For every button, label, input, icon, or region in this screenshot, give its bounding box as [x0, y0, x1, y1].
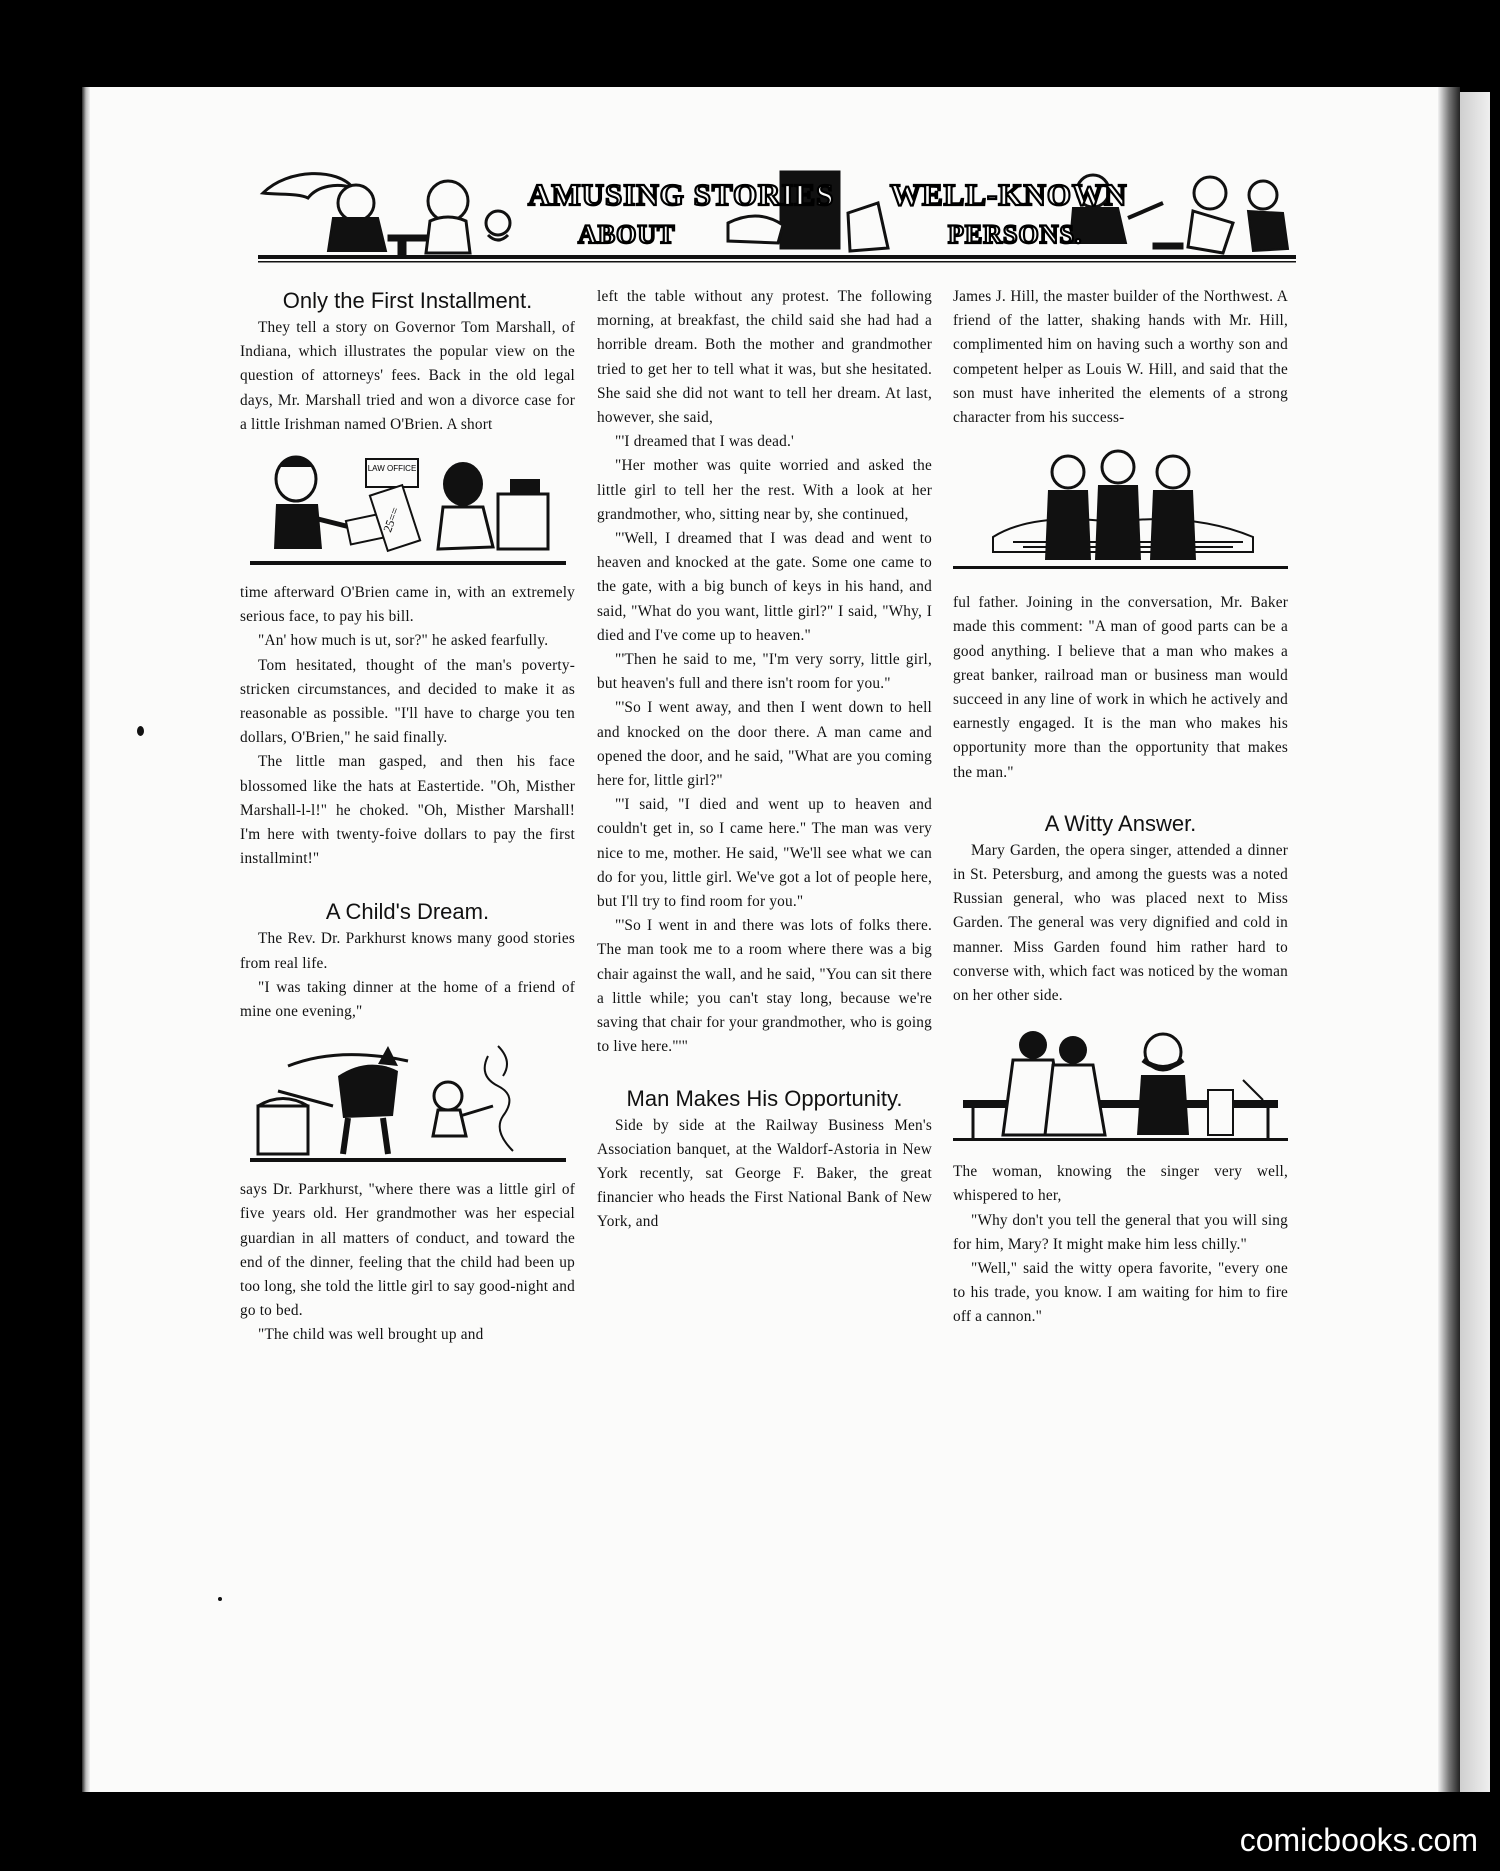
story-paragraph: Mary Garden, the opera singer, attended a dinner in St. Petersburg, and among the guests was a noted Russian general, who was placed next to Miss Garden. The general was very dignified and cold in manner. Miss Garden found him rather hard to converse with, which fact was noticed by the woman on her other side.: [953, 841, 1288, 1005]
ink-speck: [137, 726, 144, 736]
story-paragraph: "An' how much is ut, sor?" he asked fearfully.: [258, 632, 549, 650]
title-banner: [258, 163, 1296, 265]
story-paragraph: "'I said, "I died and went up to heaven and couldn't get in, so I came here." The man was very nice to me, mother. He said, "We'll see what we can do for you, little girl. We've got a lot of people here, but I'll try to find room for you.": [597, 796, 932, 911]
story-paragraph: "I was taking dinner at the home of a friend of mine one evening,": [240, 978, 575, 1021]
story-paragraph: "Why don't you tell the general that you will sing for him, Mary? It might make him less chilly.": [953, 1211, 1288, 1253]
banner-line2-right: PERSONS.: [948, 220, 1083, 249]
story-paragraph: "'So I went away, and then I went down to hell and knocked on the door there. A man came and opened the door, and he said, "What are you coming here for, little girl?": [597, 699, 932, 790]
law-office-illustration: [248, 449, 568, 569]
story-paragraph: "'Well, I dreamed that I was dead and went to heaven and knocked at the gate. Some one came to the gate, with a big bunch of keys in his hand, and said, "What do you want, little girl?" I said, "Why, I died and I've come up to heaven.": [597, 530, 932, 644]
story-paragraph: They tell a story on Governor Tom Marshall, of Indiana, which illustrates the popular view on the question of attorneys' fees. Back in the old legal days, Mr. Marshall tried and won a divorce case for a little Irishman named O'Brien. A short: [240, 319, 575, 433]
banner-line1-left: AMUSING STORIES: [528, 177, 835, 212]
story-title: Only the First Installment.: [282, 288, 533, 313]
story-paragraph: "'I dreamed that I was dead.': [615, 433, 794, 451]
three-men-illustration: [953, 442, 1288, 577]
story-paragraph: James J. Hill, the master builder of the Northwest. A friend of the latter, shaking hands with Mr. Hill, complimented him on having such a worthy son and competent helper as Louis W. Hill, and said that the son must have inherited the elements of a strong character from his success-: [953, 288, 1288, 427]
dinner-party-illustration: [953, 1020, 1288, 1150]
story-paragraph: The little man gasped, and then his face blossomed like the hats at Eastertide. "Oh, Misther Marshall-l-l!" he choked. "Oh, Misther Marshall! I'm here with twenty-foive dollars to pay the first installmint!": [240, 753, 575, 868]
banner-line2-left: ABOUT: [578, 220, 676, 249]
facing-page-edge: [1460, 92, 1490, 1792]
site-watermark: comicbooks.com: [1239, 1822, 1478, 1858]
column-3: [953, 285, 1288, 1330]
title-banner-art: [258, 163, 1296, 265]
devil-chair-illustration: [248, 1036, 568, 1166]
story-title: Man Makes His Opportunity.: [626, 1085, 903, 1111]
story-paragraph: says Dr. Parkhurst, "where there was a little girl of five years old. Her grandmother was her especial guardian in all matters of conduct, and toward the end of the dinner, feeling that the child had been up too long, she told the little girl to say good-night and go to bed.: [240, 1181, 575, 1320]
law-office-sign-text: LAW OFFICE: [367, 464, 416, 474]
story-paragraph: "'So I went in and there was lots of folks there. The man took me to a room where there was a big chair against the wall, and he said, "You can sit there a little while; you can't stay long, because we're saving that chair for your grandmother, who is going to live here."'": [597, 917, 932, 1056]
story-paragraph: Tom hesitated, thought of the man's poverty-stricken circumstances, and decided to make it as reasonable as possible. "I'll have to charge you ten dollars, O'Brien," he said finally.: [240, 656, 575, 747]
story-paragraph: "Her mother was quite worried and asked the little girl to tell her the rest. With a look at her grandmother, who, sitting near by, she continued,: [597, 457, 932, 523]
story-paragraph: left the table without any protest. The following morning, at breakfast, the child said she had had a horrible dream. Both the mother and grandmother tried to get her to tell what it was, but she hesitated. She said she did not want to tell her dream. At last, however, she said,: [597, 288, 932, 427]
story-paragraph: The Rev. Dr. Parkhurst knows many good stories from real life.: [240, 930, 575, 972]
ink-speck: [218, 1597, 222, 1601]
column-2: [597, 285, 932, 1235]
story-paragraph: Side by side at the Railway Business Men's Association banquet, at the Waldorf-Astoria in New York recently, sat George F. Baker, the great financier who heads the First National Bank of New York, and: [597, 1116, 932, 1231]
page-gutter: [1438, 87, 1460, 1792]
story-paragraph: ful father. Joining in the conversation, Mr. Baker made this comment: "A man of good parts can be a good anything. I believe that a man who makes a great banker, railroad man or business man would succeed in any line of work in which he actively and earnestly engaged. It is the man who makes his opportunity more than the opportunity that makes the man.": [953, 594, 1288, 781]
story-title: A Witty Answer.: [1044, 810, 1197, 836]
story-paragraph: "Well," said the witty opera favorite, "every one to his trade, you know. I am waiting for him to fire off a cannon.": [953, 1260, 1288, 1326]
story-paragraph: The woman, knowing the singer very well, whispered to her,: [953, 1163, 1288, 1205]
story-paragraph: "'Then he said to me, "I'm very sorry, little girl, but heaven's full and there isn't room for you.": [597, 651, 932, 693]
story-paragraph: time afterward O'Brien came in, with an extremely serious face, to pay his bill.: [240, 584, 575, 626]
story-title: A Child's Dream.: [325, 899, 490, 925]
check-amount-text: 25==: [379, 505, 402, 535]
banner-line1-right: WELL-KNOWN: [890, 177, 1128, 212]
column-1: [240, 286, 575, 1348]
page-left-edge: [82, 87, 90, 1792]
story-paragraph: "The child was well brought up and: [258, 1326, 484, 1344]
